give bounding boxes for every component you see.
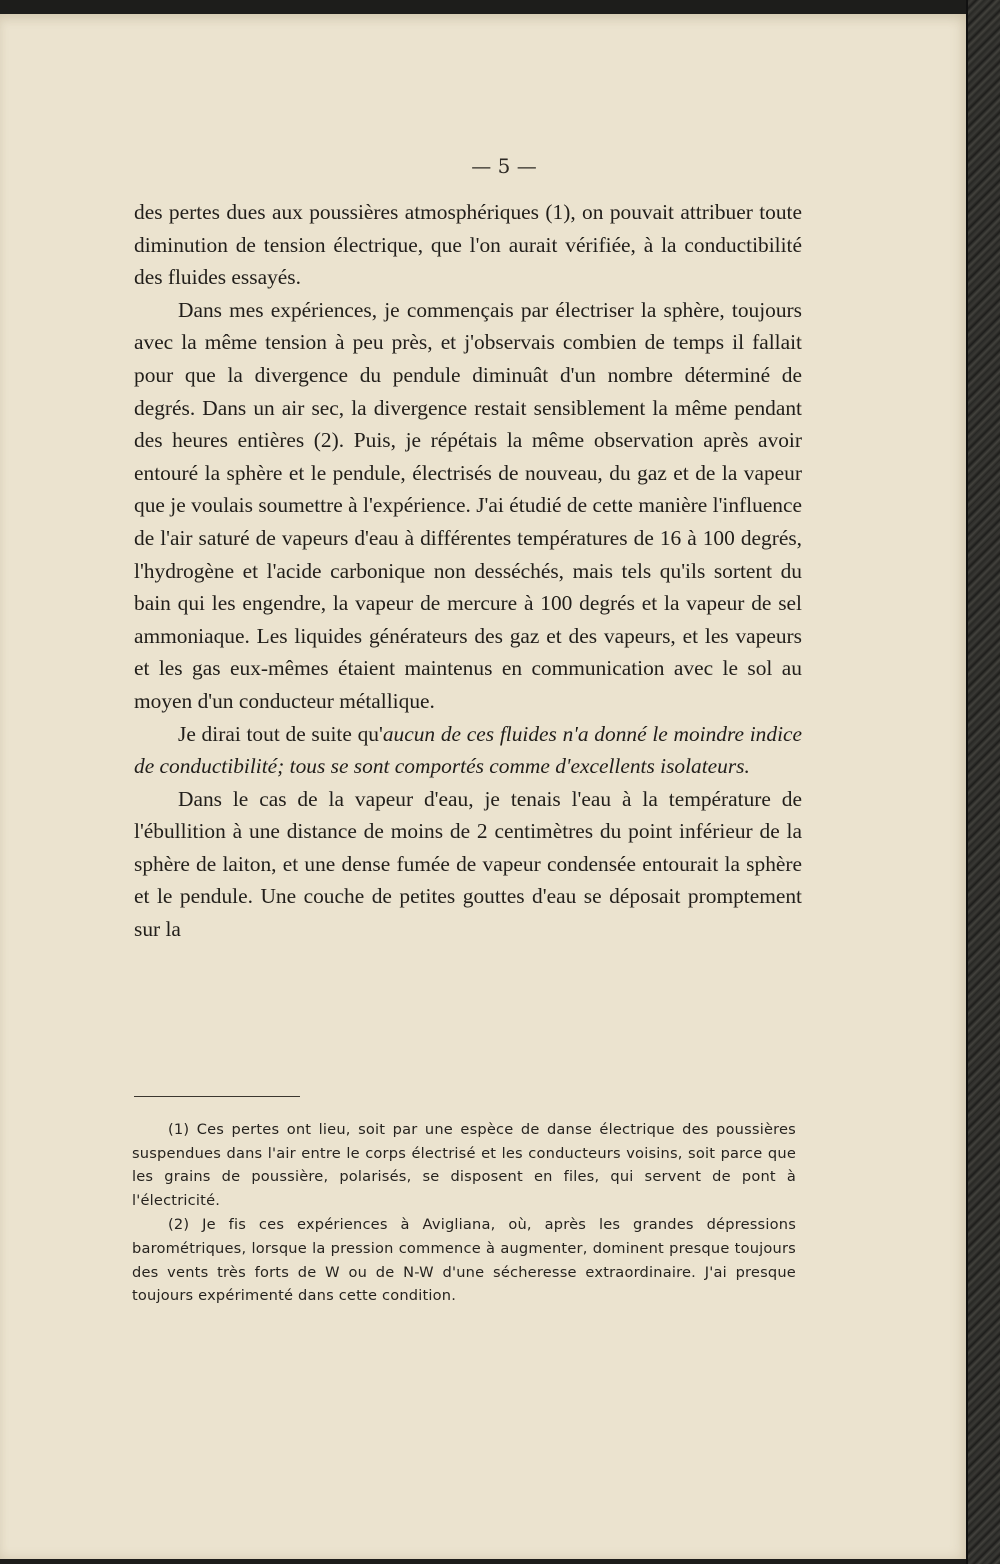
footnotes	[132, 1118, 796, 1309]
paragraph-1: des pertes dues aux poussières atmosphériques (1), on pouvait attribuer toute diminution de tension électrique, que l'on aurait vérifiée, à la conductibilité des fluides essayés.	[134, 200, 802, 290]
main-text	[134, 196, 802, 946]
footnote-1: (1) Ces pertes ont lieu, soit par une espèce de danse électrique des poussières suspendues dans l'air entre le corps électrisé et les conducteurs voisins, soit parce que les grains de poussière, polarisés, se disposent en files, qui servent de pont à l'électricité.	[132, 1121, 796, 1209]
paragraph-3-emphasis: aucun de ces fluides n'a donné le moindre indice de conductibilité; tous se sont comportés comme d'excellents isolateurs.	[134, 721, 802, 779]
book-binding-edge	[966, 0, 1000, 1564]
footnote-2: (2) Je fis ces expériences à Avigliana, où, après les grandes dépressions barométriques, lorsque la pression commence à augmenter, dominent presque toujours des vents très forts de W ou de N-W d'une sécheresse extraordinaire. J'ai presque toujours expérimenté dans cette condition.	[132, 1216, 796, 1305]
paragraph-3	[134, 718, 802, 783]
paragraph-2: Dans mes expériences, je commençais par électriser la sphère, toujours avec la même tension à peu près, et j'observais combien de temps il fallait pour que la divergence du pendule diminuât d'un nombre déterminé de degrés. Dans un air sec, la divergence restait sensiblement la même pendant des heures entières (2). Puis, je répétais la même observation après avoir entouré la sphère et le pendule, électrisés de nouveau, du gaz et de la vapeur que je voulais soumettre à l'expérience. J'ai étudié de cette manière l'influence de l'air saturé de vapeurs d'eau à différentes températures de 16 à 100 degrés, l'hydrogène et l'acide carbonique non desséchés, mais tels qu'ils sortent du bain qui les engendre, la vapeur de mercure à 100 degrés et la vapeur de sel ammoniaque. Les liquides générateurs des gaz et des vapeurs, et les vapeurs et les gas eux-mêmes étaient maintenus en communication avec le sol au moyen d'un conducteur métallique.	[134, 297, 802, 713]
paragraph-3-lead: Je dirai tout de suite qu'	[178, 721, 383, 746]
paragraph-4: Dans le cas de la vapeur d'eau, je tenais l'eau à la température de l'ébullition à une distance de moins de 2 centimètres du point inférieur de la sphère de laiton, et une dense fumée de vapeur condensée entourait la sphère et le pendule. Une couche de petites gouttes d'eau se déposait promptement sur la	[134, 786, 802, 942]
footnote-divider	[134, 1096, 300, 1097]
book-page	[0, 14, 968, 1559]
page-number: — 5 —	[471, 154, 537, 178]
